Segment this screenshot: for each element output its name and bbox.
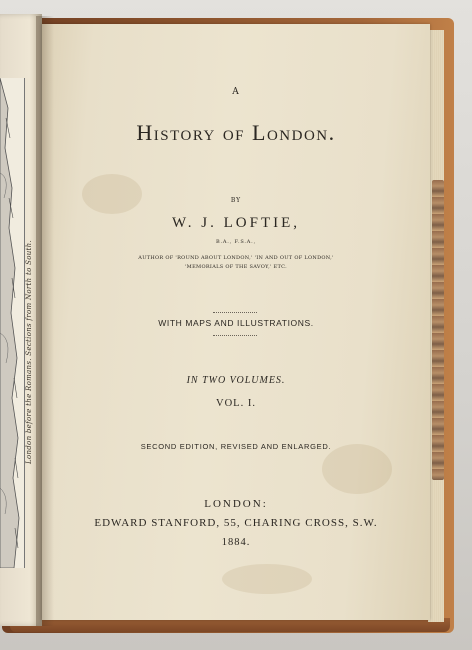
ornamental-rule-top: [213, 312, 257, 313]
edition-note: SECOND EDITION, REVISED AND ENLARGED.: [140, 442, 332, 451]
publication-year: 1884.: [221, 537, 251, 548]
paper-stain: [82, 174, 142, 214]
volumes-note: IN TWO VOLUMES.: [186, 375, 286, 386]
binding-bottom-edge: [10, 618, 450, 632]
publisher: EDWARD STANFORD, 55, CHARING CROSS, S.W.: [94, 517, 378, 529]
author-works-line-1: AUTHOR OF 'ROUND ABOUT LONDON,' 'IN AND OUT OF LONDON,': [138, 255, 334, 261]
paper-stain: [322, 444, 392, 494]
maps-note: WITH MAPS AND ILLUSTRATIONS.: [158, 318, 314, 328]
title-page: [42, 24, 430, 620]
author-degrees: B.A., F.S.A.,: [216, 239, 256, 245]
map-caption: London before the Romans. Sections from North to South.: [25, 240, 33, 464]
map-illustration: [0, 78, 25, 568]
paper-stain: [222, 564, 312, 594]
author-works-line-2: 'MEMORIALS OF THE SAVOY,' ETC.: [185, 264, 287, 270]
author-name: W. J. LOFTIE,: [171, 215, 301, 231]
volume-number: VOL. I.: [216, 398, 256, 409]
title-article: A: [232, 87, 240, 97]
left-facing-page: [0, 14, 42, 626]
by-line: BY: [230, 197, 242, 204]
book-title: History of London.: [136, 120, 336, 145]
ornamental-rule-bottom: [213, 335, 257, 336]
marbled-endpaper-edge: [432, 180, 444, 480]
publication-place: LONDON:: [204, 498, 268, 510]
map-drawing: [0, 78, 24, 568]
